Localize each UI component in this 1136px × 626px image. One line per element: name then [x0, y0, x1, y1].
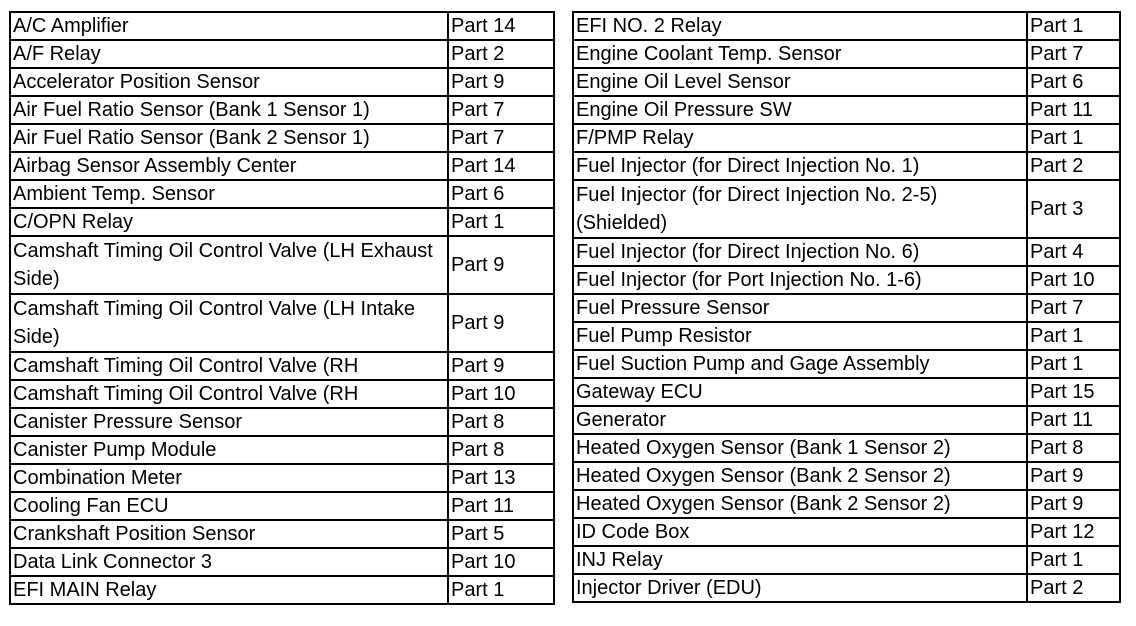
component-name: Camshaft Timing Oil Control Valve (LH Intake Side) [10, 294, 448, 352]
part-number: Part 13 [448, 464, 554, 492]
table-row [10, 352, 554, 380]
component-name: INJ Relay [573, 546, 1027, 574]
part-number: Part 2 [1027, 152, 1120, 180]
table-row [10, 124, 554, 152]
table-row [573, 462, 1120, 490]
component-name: Heated Oxygen Sensor (Bank 2 Sensor 2) [573, 462, 1027, 490]
component-name: F/PMP Relay [573, 124, 1027, 152]
part-number: Part 8 [1027, 434, 1120, 462]
component-name: Fuel Injector (for Direct Injection No. 6) [573, 238, 1027, 266]
part-number: Part 10 [448, 548, 554, 576]
component-name: Engine Oil Level Sensor [573, 68, 1027, 96]
component-name: Crankshaft Position Sensor [10, 520, 448, 548]
part-number: Part 7 [1027, 40, 1120, 68]
part-number: Part 1 [1027, 546, 1120, 574]
table-row [573, 238, 1120, 266]
component-name: A/F Relay [10, 40, 448, 68]
part-number: Part 11 [448, 492, 554, 520]
table-row [573, 322, 1120, 350]
table-row [10, 40, 554, 68]
table-row [573, 518, 1120, 546]
part-number: Part 1 [1027, 124, 1120, 152]
part-number: Part 14 [448, 12, 554, 40]
table-row [10, 152, 554, 180]
component-name: Cooling Fan ECU [10, 492, 448, 520]
component-name: Injector Driver (EDU) [573, 574, 1027, 602]
component-name: Accelerator Position Sensor [10, 68, 448, 96]
component-name: Combination Meter [10, 464, 448, 492]
part-number: Part 4 [1027, 238, 1120, 266]
component-name: Camshaft Timing Oil Control Valve (RH [10, 352, 448, 380]
table-row [10, 208, 554, 236]
table-row [573, 378, 1120, 406]
part-number: Part 7 [448, 124, 554, 152]
component-name: ID Code Box [573, 518, 1027, 546]
part-number: Part 10 [1027, 266, 1120, 294]
part-number: Part 1 [1027, 12, 1120, 40]
table-row [10, 436, 554, 464]
component-name: Fuel Suction Pump and Gage Assembly [573, 350, 1027, 378]
part-number: Part 11 [1027, 406, 1120, 434]
part-number: Part 2 [448, 40, 554, 68]
table-row [573, 12, 1120, 40]
part-number: Part 7 [1027, 294, 1120, 322]
table-row [10, 408, 554, 436]
table-row [10, 12, 554, 40]
component-name: Generator [573, 406, 1027, 434]
part-number: Part 1 [448, 576, 554, 604]
part-number: Part 3 [1027, 180, 1120, 238]
table-row [573, 96, 1120, 124]
component-name: EFI NO. 2 Relay [573, 12, 1027, 40]
part-number: Part 10 [448, 380, 554, 408]
component-name: Fuel Injector (for Direct Injection No. 1) [573, 152, 1027, 180]
table-row [10, 520, 554, 548]
component-name: C/OPN Relay [10, 208, 448, 236]
table-row [573, 266, 1120, 294]
component-name: Data Link Connector 3 [10, 548, 448, 576]
table-row [10, 380, 554, 408]
component-name: Camshaft Timing Oil Control Valve (RH [10, 380, 448, 408]
component-name: Fuel Injector (for Direct Injection No. 2-5) (Shielded) [573, 180, 1027, 238]
table-row [573, 350, 1120, 378]
table-row [10, 548, 554, 576]
part-number: Part 5 [448, 520, 554, 548]
part-number: Part 9 [448, 236, 554, 294]
component-name: Heated Oxygen Sensor (Bank 2 Sensor 2) [573, 490, 1027, 518]
component-name: A/C Amplifier [10, 12, 448, 40]
component-name: Camshaft Timing Oil Control Valve (LH Exhaust Side) [10, 236, 448, 294]
part-number: Part 2 [1027, 574, 1120, 602]
left-parts-table [9, 11, 555, 605]
part-number: Part 6 [448, 180, 554, 208]
table-row [573, 40, 1120, 68]
component-name: Fuel Pressure Sensor [573, 294, 1027, 322]
part-number: Part 8 [448, 436, 554, 464]
table-row [573, 546, 1120, 574]
table-row [10, 68, 554, 96]
component-name: Engine Coolant Temp. Sensor [573, 40, 1027, 68]
part-number: Part 12 [1027, 518, 1120, 546]
table-row [573, 434, 1120, 462]
table-row [10, 180, 554, 208]
part-number: Part 8 [448, 408, 554, 436]
part-number: Part 7 [448, 96, 554, 124]
part-number: Part 1 [1027, 322, 1120, 350]
component-name: Ambient Temp. Sensor [10, 180, 448, 208]
table-row [573, 124, 1120, 152]
part-number: Part 9 [448, 294, 554, 352]
table-row [10, 576, 554, 604]
table-row [10, 96, 554, 124]
part-number: Part 1 [448, 208, 554, 236]
component-name: Air Fuel Ratio Sensor (Bank 1 Sensor 1) [10, 96, 448, 124]
table-row [10, 236, 554, 294]
component-name: Canister Pump Module [10, 436, 448, 464]
component-name: Fuel Injector (for Port Injection No. 1-6) [573, 266, 1027, 294]
table-row [573, 294, 1120, 322]
component-name: Heated Oxygen Sensor (Bank 1 Sensor 2) [573, 434, 1027, 462]
part-number: Part 9 [1027, 490, 1120, 518]
component-name: Airbag Sensor Assembly Center [10, 152, 448, 180]
part-number: Part 9 [1027, 462, 1120, 490]
component-name: EFI MAIN Relay [10, 576, 448, 604]
part-number: Part 15 [1027, 378, 1120, 406]
table-row [573, 152, 1120, 180]
component-name: Canister Pressure Sensor [10, 408, 448, 436]
part-number: Part 9 [448, 352, 554, 380]
table-row [573, 68, 1120, 96]
part-number: Part 6 [1027, 68, 1120, 96]
table-row [10, 492, 554, 520]
component-name: Gateway ECU [573, 378, 1027, 406]
part-number: Part 1 [1027, 350, 1120, 378]
table-row [10, 464, 554, 492]
component-name: Air Fuel Ratio Sensor (Bank 2 Sensor 1) [10, 124, 448, 152]
table-row [573, 406, 1120, 434]
table-row [573, 180, 1120, 238]
table-row [573, 574, 1120, 602]
component-name: Fuel Pump Resistor [573, 322, 1027, 350]
part-number: Part 11 [1027, 96, 1120, 124]
right-parts-table [572, 11, 1121, 603]
part-number: Part 9 [448, 68, 554, 96]
table-row [10, 294, 554, 352]
table-row [573, 490, 1120, 518]
part-number: Part 14 [448, 152, 554, 180]
component-name: Engine Oil Pressure SW [573, 96, 1027, 124]
